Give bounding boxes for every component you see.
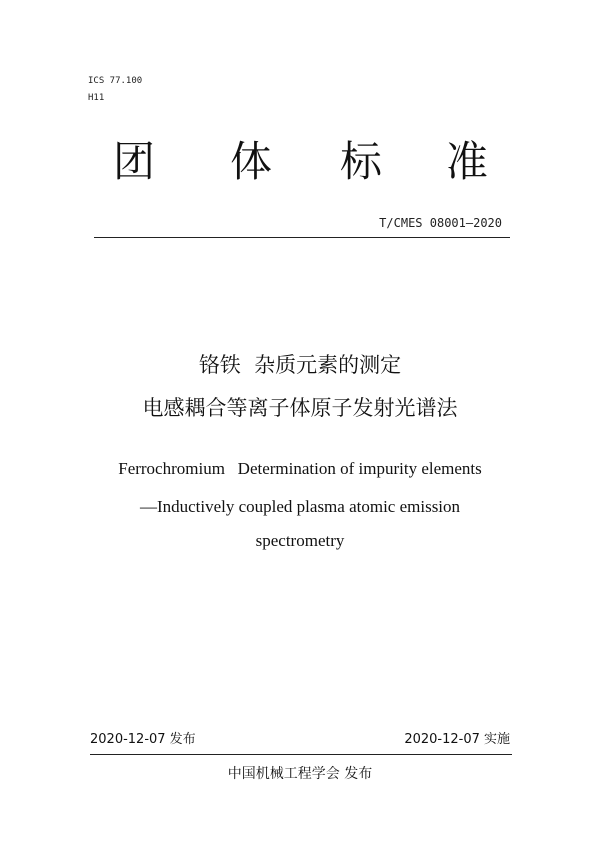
ccs-code: H11 [88,93,105,103]
english-title-line-2: —Inductively coupled plasma atomic emission [139,497,461,516]
standard-number: T/CMES 08001—2020 [379,216,502,230]
english-title-line-1: Ferrochromium Determination of impurity elements [118,459,482,478]
document-type-char: 准 [446,137,489,186]
implementation-date: 2020-12-07 实施 [404,732,510,747]
document-type-char: 体 [230,137,273,186]
document-type-heading [90,136,510,196]
chinese-title-line-2: 电感耦合等离子体原子发射光谱法 [142,396,458,420]
footer-divider [90,754,512,755]
chinese-title-line-1: 铬铁 杂质元素的测定 [198,353,402,377]
ics-code: ICS 77.100 [88,76,143,86]
header-divider [94,237,510,238]
english-title-line-3: spectrometry [255,531,345,550]
document-type-char: 标 [340,137,383,186]
publish-date: 2020-12-07 发布 [90,732,196,747]
document-type-char: 团 [113,137,156,186]
publisher: 中国机械工程学会 发布 [227,766,373,782]
